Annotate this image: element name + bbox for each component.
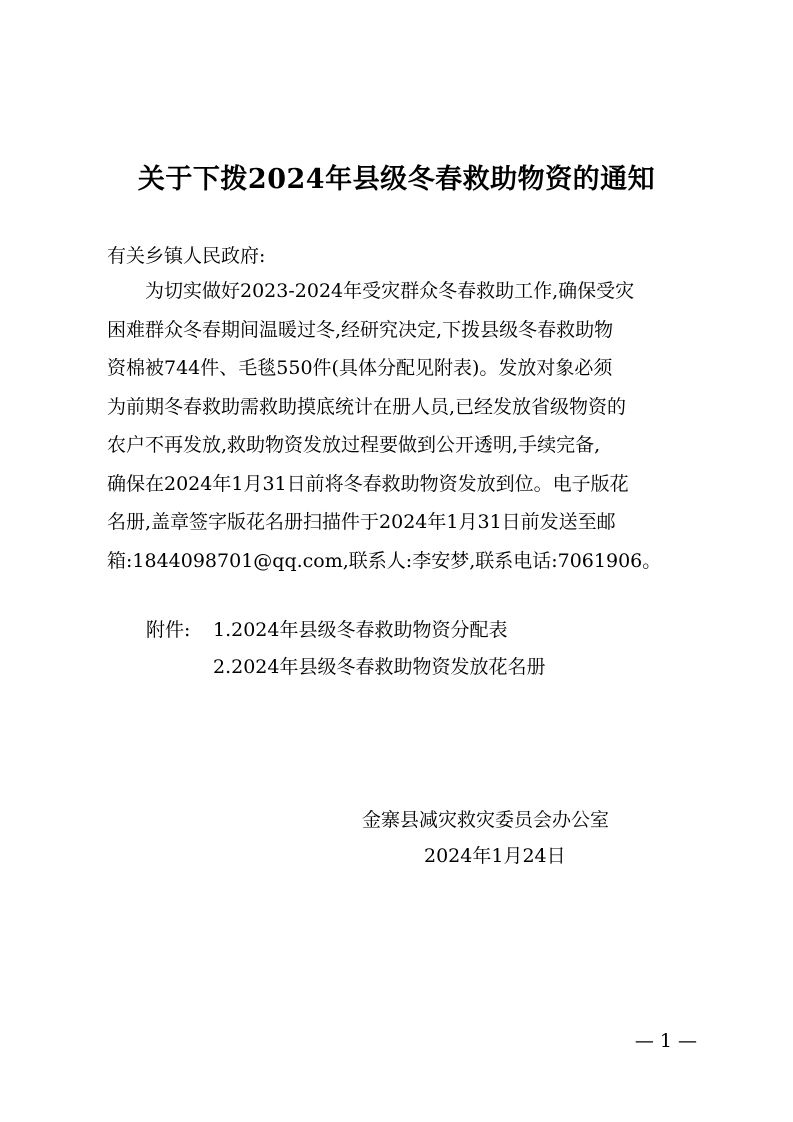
attachments-label: 附件: xyxy=(146,619,191,641)
attachment-item xyxy=(146,649,545,686)
issue-date: 2024年1月24日 xyxy=(424,845,566,867)
salutation: 有关乡镇人民政府: xyxy=(107,245,266,267)
body-line: 确保在2024年1月31日前将冬春救助物资发放到位。电子版花 xyxy=(107,472,629,495)
attachment-item-text: 2.2024年县级冬春救助物资发放花名册 xyxy=(213,656,546,678)
body-line: 为切实做好2023-2024年受灾群众冬春救助工作,确保受灾 xyxy=(145,280,635,302)
body-line: 资棉被744件、毛毯550件(具体分配见附表)。发放对象必须 xyxy=(107,357,613,379)
attachment-item-text: 1.2024年县级冬春救助物资分配表 xyxy=(213,619,508,641)
attachments-list xyxy=(146,612,545,686)
issuer-signature: 金寨县减灾救灾委员会办公室 xyxy=(362,809,610,831)
body-line: 箱:1844098701@qq.com,联系人:李安梦,联系电话:7061906。 xyxy=(107,549,662,572)
body-paragraph xyxy=(107,272,693,580)
body-line: 困难群众冬春期间温暖过冬,经研究决定,下拨县级冬春救助物 xyxy=(107,318,614,341)
body-line: 名册,盖章签字版花名册扫描件于2024年1月31日前发送至邮 xyxy=(107,511,616,533)
page-number: — 1 — xyxy=(634,1030,697,1052)
body-line: 农户不再发放,救助物资发放过程要做到公开透明,手续完备, xyxy=(107,434,601,456)
attachment-item xyxy=(146,612,545,649)
body-line: 为前期冬春救助需救助摸底统计在册人员,已经发放省级物资的 xyxy=(107,395,627,418)
document-title: 关于下拨2024年县级冬春救助物资的通知 xyxy=(137,164,656,195)
